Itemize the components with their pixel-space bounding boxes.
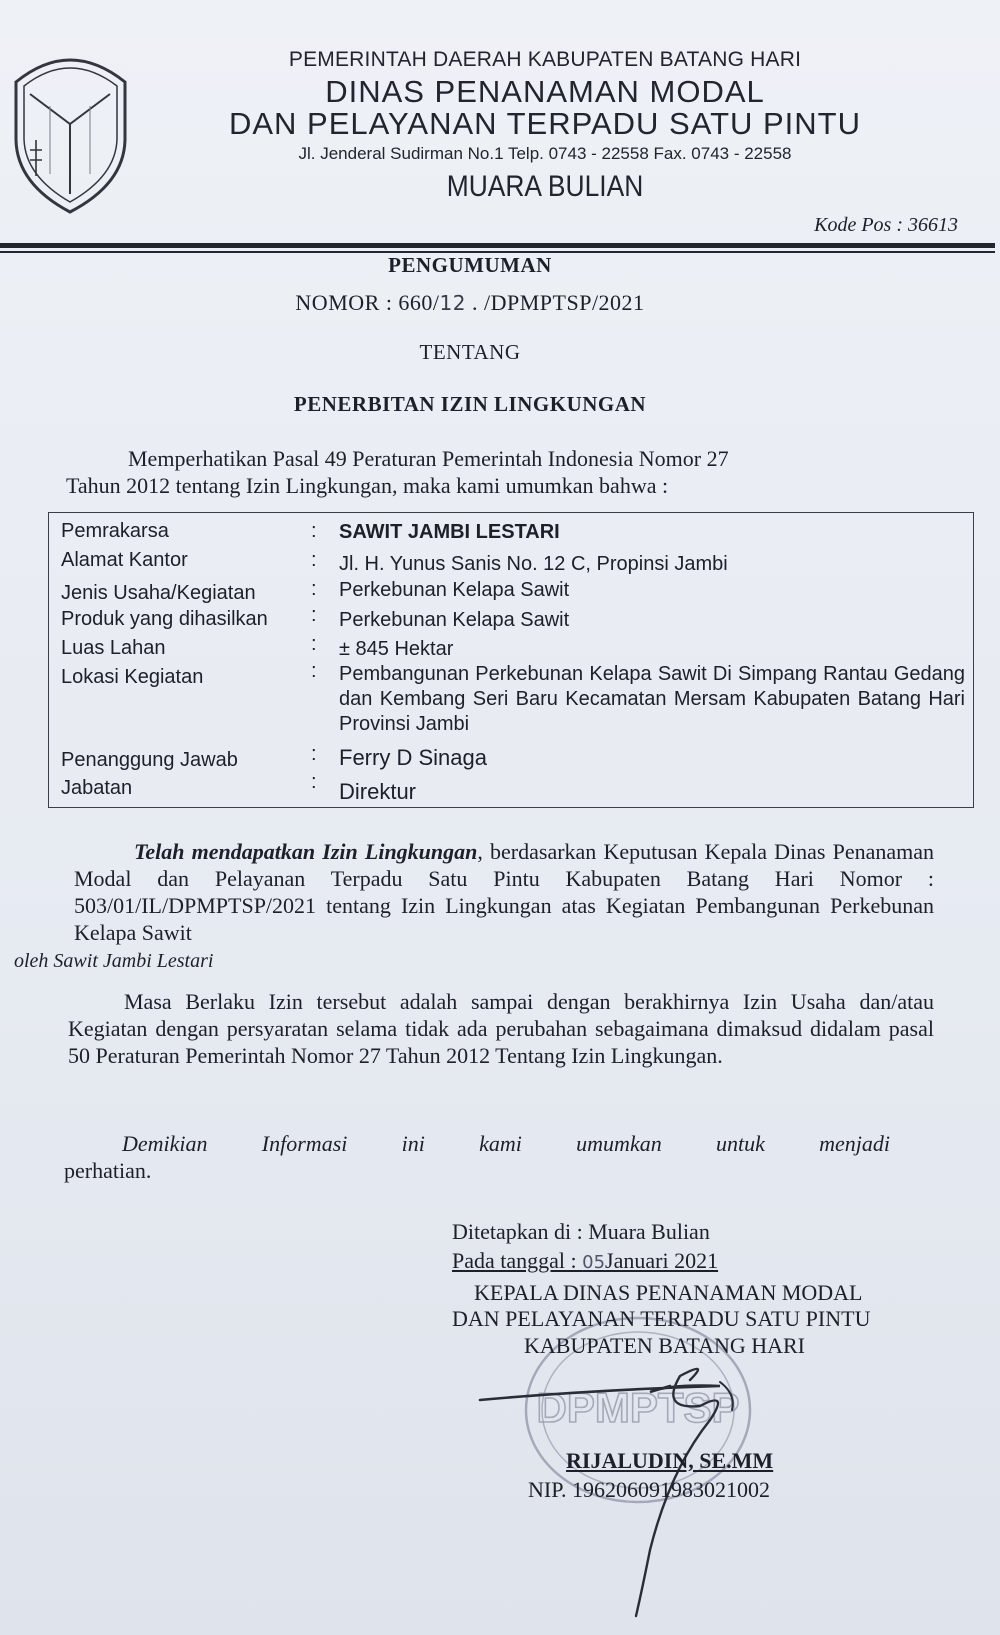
date-label: Pada tanggal : <box>452 1248 583 1273</box>
detail-value: Perkebunan Kelapa Sawit <box>339 579 570 601</box>
detail-colon: : <box>311 743 317 765</box>
signature-place: Ditetapkan di : Muara Bulian <box>452 1219 710 1244</box>
detail-value: SAWIT JAMBI LESTARI <box>339 521 560 543</box>
date-rest: Januari 2021 <box>605 1248 719 1273</box>
detail-label: Lokasi Kegiatan <box>61 666 204 688</box>
details-table <box>48 512 974 808</box>
signatory-name: RIJALUDIN, SE.MM <box>566 1448 774 1473</box>
detail-value: Jl. H. Yunus Sanis No. 12 C, Propinsi Jambi <box>339 553 728 575</box>
detail-label: Penanggung Jawab <box>61 749 238 771</box>
detail-value: Ferry D Sinaga <box>339 745 487 770</box>
date-handwritten: 05 <box>582 1252 606 1273</box>
detail-colon: : <box>311 578 317 600</box>
letterhead-government: PEMERINTAH DAERAH KABUPATEN BATANG HARI <box>288 48 802 71</box>
announcement-title: PENGUMUMAN <box>388 253 552 277</box>
signatory-title-3: KABUPATEN BATANG HARI <box>524 1333 806 1358</box>
detail-label: Pemrakarsa <box>61 520 169 542</box>
detail-colon: : <box>311 660 317 682</box>
signatory-title-1: KEPALA DINAS PENANAMAN MODAL <box>474 1280 863 1305</box>
letterhead-rule <box>0 243 995 248</box>
validity-text: Masa Berlaku Izin tersebut adalah sampai dengan berakhirnya Izin Usaha dan/atau Kegiatan dengan persyaratan selama tidak ada perubahan sebagaimana dimaksud didalam pasal 50 Peraturan Pemerintah Nomor 27 Tahun 2012 Tentang Izin Lingkungan. <box>68 989 934 1068</box>
letterhead-address: Jl. Jenderal Sudirman No.1 Telp. 0743 - 22558 Fax. 0743 - 22558 <box>298 144 792 163</box>
detail-value: Pembangunan Perkebunan Kelapa Sawit Di Simpang Rantau Gedang dan Kembang Seri Baru Kecamatan Mersam Kabupaten Batang Hari Provinsi Jambi <box>339 663 965 735</box>
detail-label: Luas Lahan <box>61 637 166 659</box>
detail-label: Alamat Kantor <box>61 549 188 571</box>
decision-text: , berdasarkan Keputusan Kepala Dinas Penanaman Modal dan Pelayanan Terpadu Satu Pintu Kabupaten Batang Hari Nomor : 503/01/IL/DPMPTSP/2021 tentang Izin Lingkungan atas Kegiatan Pembangunan Perkebunan Kelapa Sawit <box>74 839 934 945</box>
detail-value: Perkebunan Kelapa Sawit <box>339 609 570 631</box>
letterhead-city: MUARA BULIAN <box>446 170 644 203</box>
closing-paragraph <box>64 1130 890 1184</box>
signatory-title-2: DAN PELAYANAN TERPADU SATU PINTU <box>452 1306 871 1331</box>
announcement-subject: PENERBITAN IZIN LINGKUNGAN <box>293 392 647 416</box>
number-suffix: . /DPMPTSP/2021 <box>466 290 645 315</box>
stamp-text: DPMPTSP <box>536 1384 740 1431</box>
detail-label: Jenis Usaha/Kegiatan <box>61 582 256 604</box>
announcement-about: TENTANG <box>419 340 521 364</box>
detail-colon: : <box>311 604 317 626</box>
announcement-number <box>0 290 940 316</box>
intro-line-2: Tahun 2012 tentang Izin Lingkungan, maka kami umumkan bahwa : <box>66 473 669 498</box>
number-handwritten: 12 <box>439 291 466 315</box>
number-prefix: NOMOR : 660/ <box>295 290 440 315</box>
letterhead-office-name-2: DAN PELAYANAN TERPADU SATU PINTU <box>228 106 862 141</box>
decision-paragraph <box>14 838 934 975</box>
signature-date <box>452 1248 718 1274</box>
detail-colon: : <box>311 633 317 655</box>
validity-paragraph <box>68 988 934 1069</box>
detail-label: Jabatan <box>61 777 133 799</box>
decision-tail: oleh Sawit Jambi Lestari <box>14 950 214 972</box>
decision-emphasis: Telah mendapatkan Izin Lingkungan <box>134 839 478 864</box>
regency-crest-icon <box>8 44 133 214</box>
letterhead-office-name: DINAS PENANAMAN MODAL <box>325 74 765 109</box>
signatory-nip: NIP. 196206091983021002 <box>528 1477 771 1502</box>
intro-line-1: Memperhatikan Pasal 49 Peraturan Pemerintah Indonesia Nomor 27 <box>128 446 729 471</box>
intro-paragraph <box>66 445 934 499</box>
detail-colon: : <box>311 549 317 571</box>
detail-label: Produk yang dihasilkan <box>61 608 268 630</box>
closing-tail: perhatian. <box>64 1158 152 1183</box>
postal-code: Kode Pos : 36613 <box>814 214 958 236</box>
closing-line: Demikian Informasi ini kami umumkan untuk menjadi <box>122 1131 890 1156</box>
detail-colon: : <box>311 771 317 793</box>
detail-colon: : <box>311 520 317 542</box>
detail-value: ± 845 Hektar <box>339 638 454 660</box>
detail-value: Direktur <box>339 779 417 804</box>
